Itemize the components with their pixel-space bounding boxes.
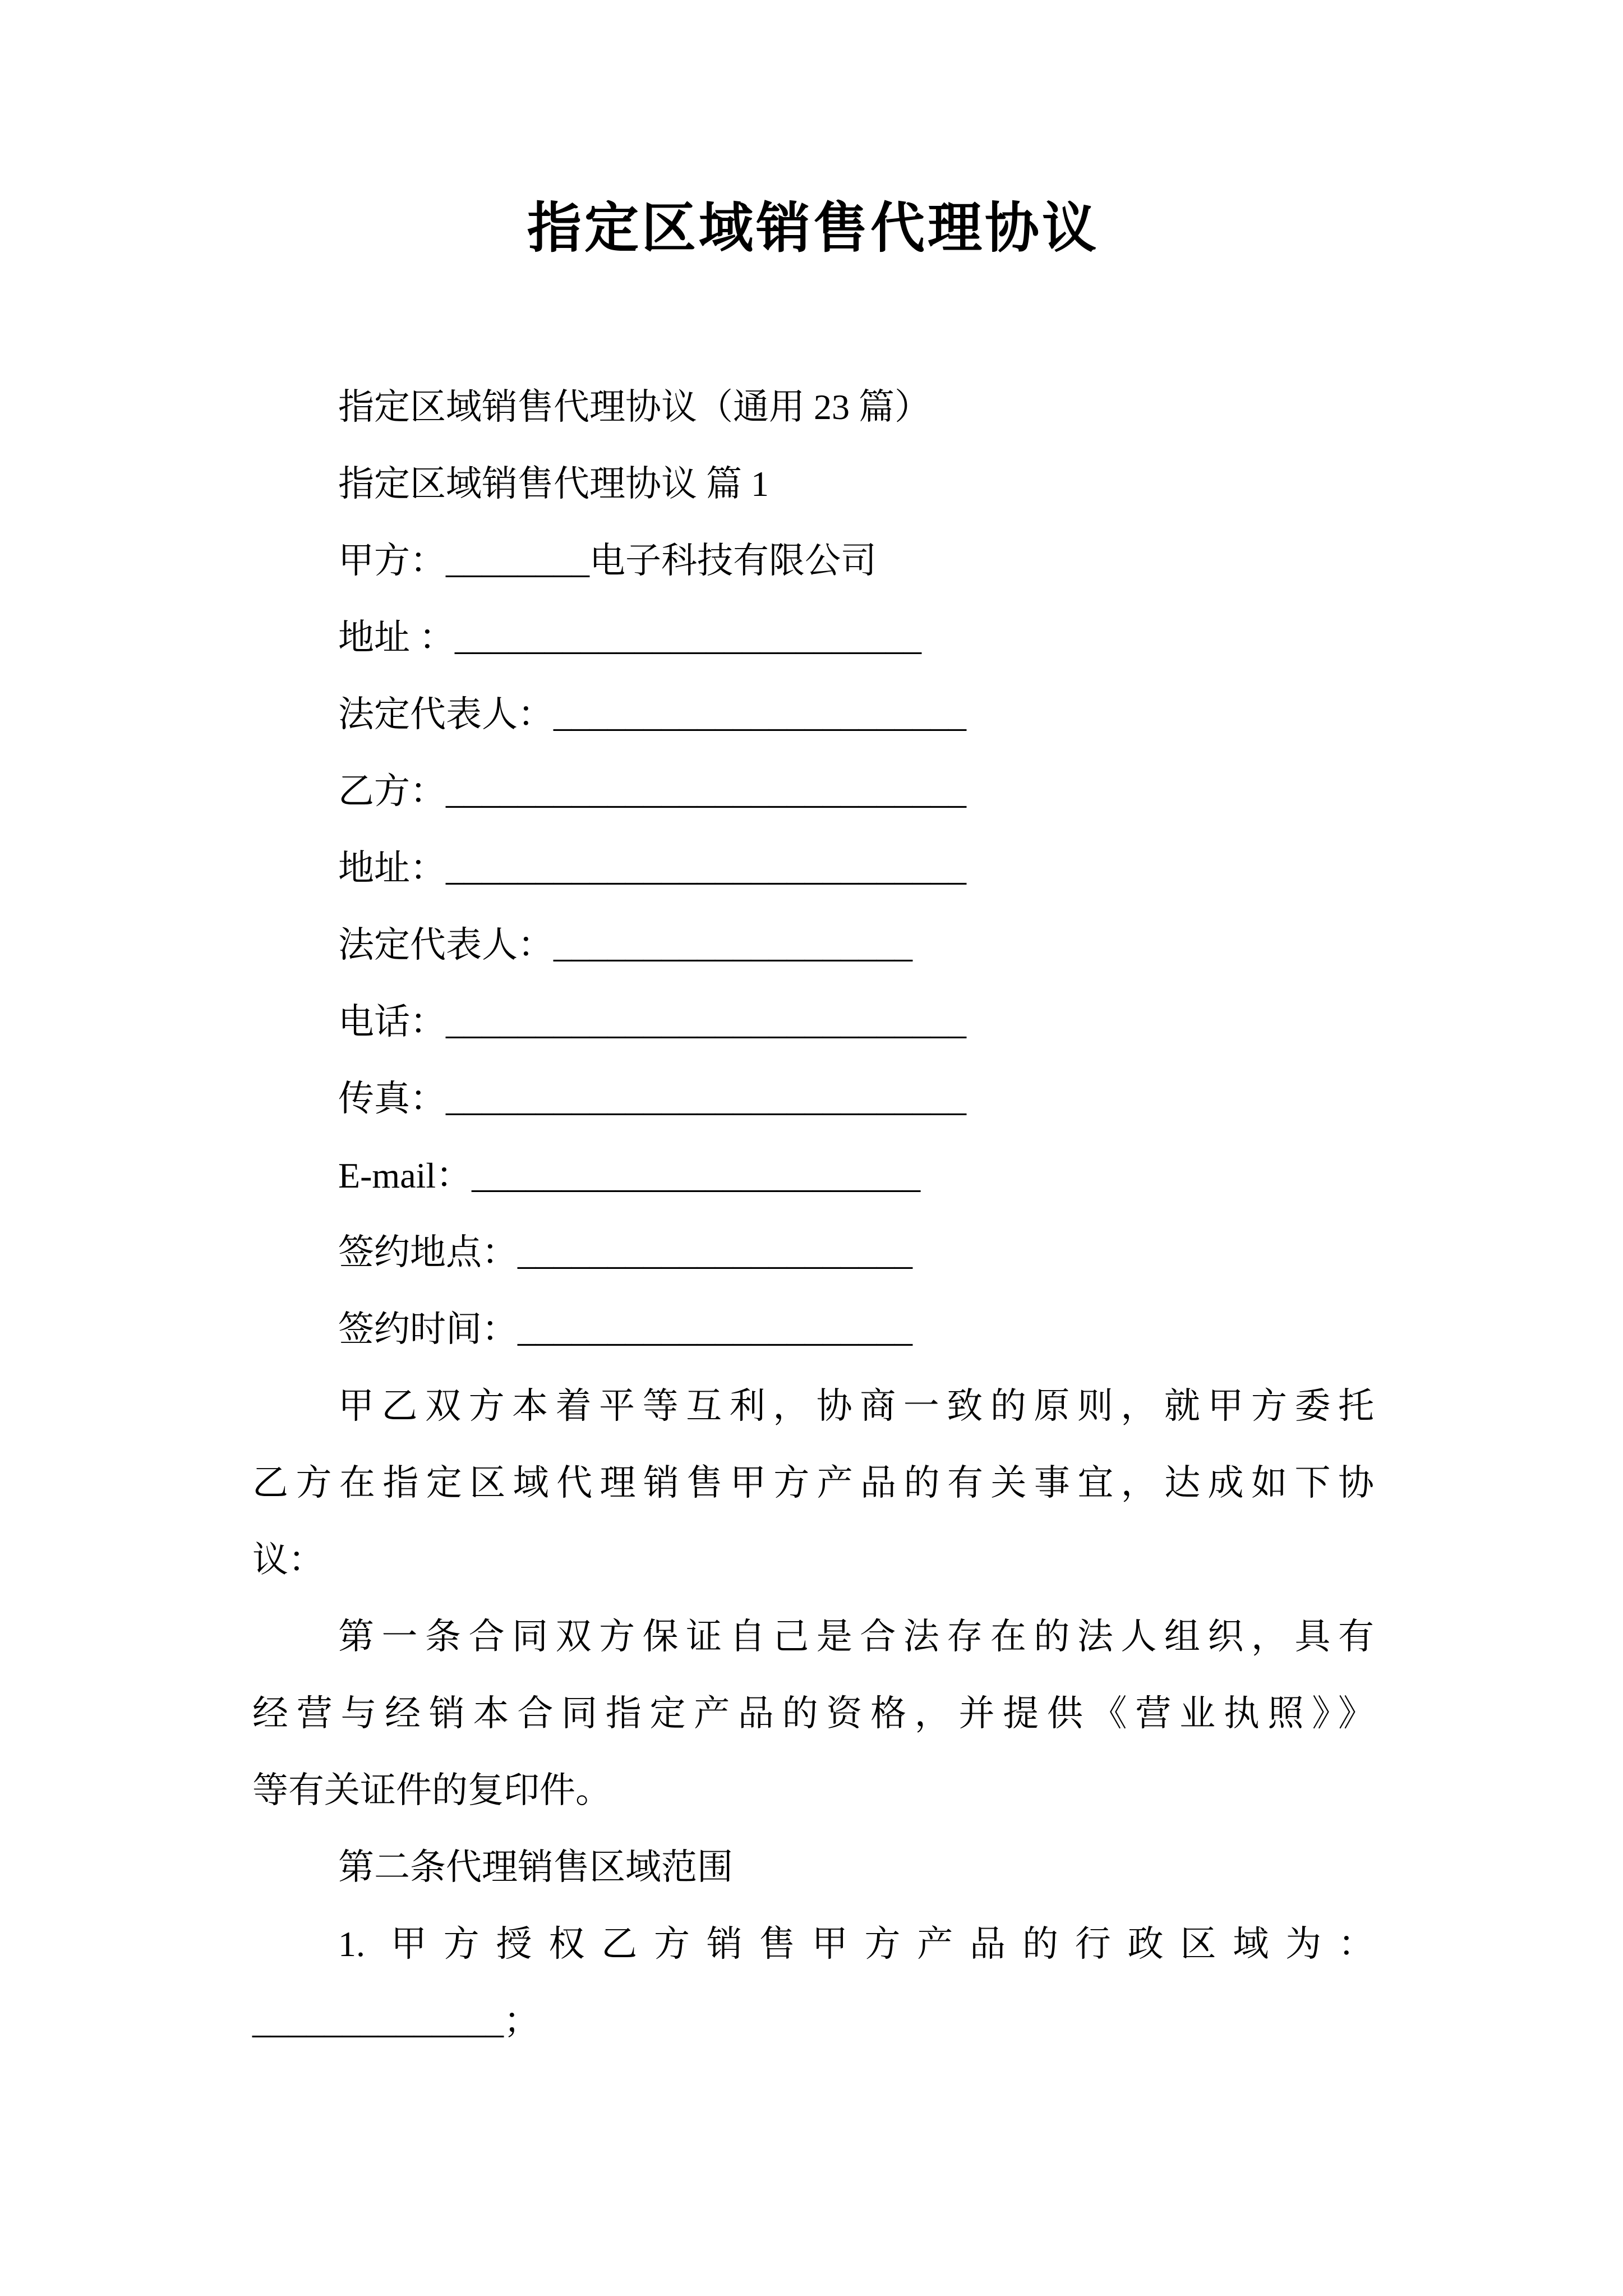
signing-place-line: 签约地点：______________________ [338, 1232, 912, 1272]
party-a-address-line: 地址 ：__________________________ [338, 618, 921, 657]
party-b-line: 乙方：_____________________________ [338, 771, 966, 811]
preamble-line-2: 乙方在指定区域代理销售甲方产品的有关事宜，达成如下协 [252, 1463, 1374, 1503]
email-line: E-mail：_________________________ [338, 1156, 921, 1195]
article-1-line-3: 等有关证件的复印件。 [252, 1770, 611, 1810]
preamble-line-1: 甲乙双方本着平等互利，协商一致的原则，就甲方委托 [338, 1386, 1374, 1426]
party-a-legal-rep-line: 法定代表人：_______________________ [338, 694, 966, 734]
variant-heading: 指定区域销售代理协议 篇 1 [338, 464, 769, 504]
phone-line: 电话：_____________________________ [338, 1002, 966, 1042]
article-2-heading: 第二条代理销售区域范围 [338, 1847, 733, 1887]
preamble-line-3: 议： [252, 1540, 324, 1580]
party-b-legal-rep-line: 法定代表人：____________________ [338, 925, 912, 965]
signing-time-line: 签约时间：______________________ [338, 1309, 912, 1349]
subtitle-line: 指定区域销售代理协议（通用 23 篇） [338, 387, 930, 427]
document-title: 指定区域销售代理协议 [527, 199, 1099, 259]
fax-line: 传真：_____________________________ [338, 1079, 966, 1119]
article-1-line-1: 第一条合同双方保证自己是合法存在的法人组织，具有 [338, 1617, 1374, 1657]
document-body [252, 369, 1374, 2059]
article-2-item-1-line-1: 1. 甲方授权乙方销售甲方产品的行政区域为： [338, 1924, 1374, 1964]
party-a-line: 甲方：________电子科技有限公司 [338, 541, 877, 581]
article-1-line-2: 经营与经销本合同指定产品的资格，并提供《营业执照》》 [252, 1694, 1374, 1733]
party-b-address-line: 地址：_____________________________ [338, 848, 966, 888]
article-2-item-1-line-2: ______________； [252, 2001, 540, 2041]
